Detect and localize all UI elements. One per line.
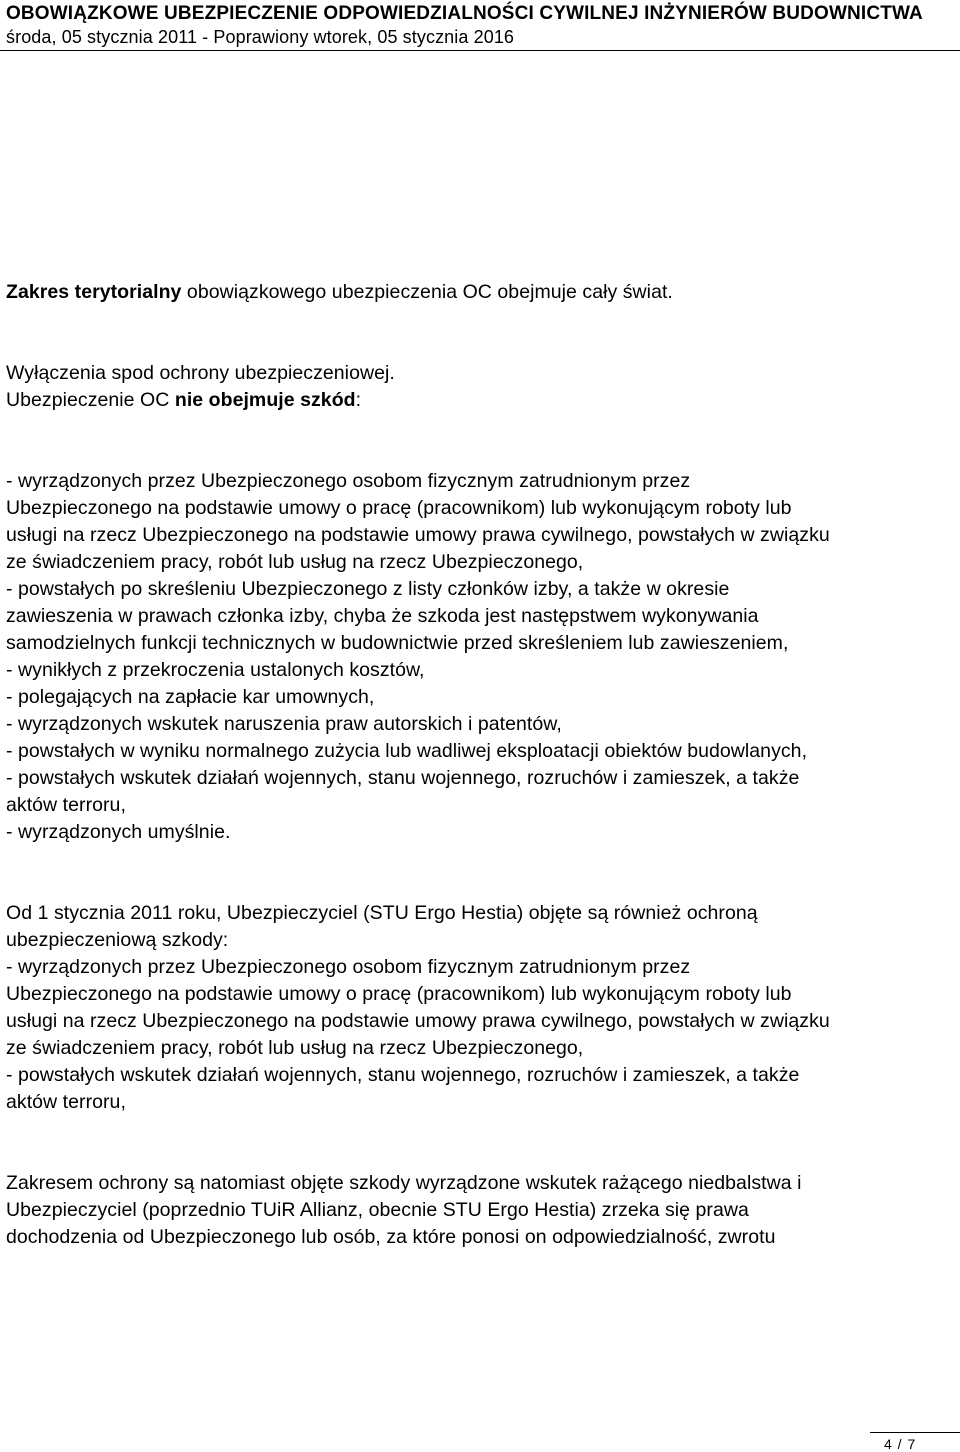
paragraph-spacer: [6, 306, 954, 360]
extended-coverage-line: - wyrządzonych przez Ubezpieczonego osobom fizycznym zatrudnionym przez: [6, 956, 691, 978]
territorial-scope-text: obowiązkowego ubezpieczenia OC obejmuje cały świat.: [181, 281, 673, 303]
gross-negligence-line: dochodzenia od Ubezpieczonego lub osób, za które ponosi on odpowiedzialność, zwrotu: [6, 1226, 776, 1248]
extended-coverage-line: Od 1 stycznia 2011 roku, Ubezpieczyciel (STU Ergo Hestia) objęte są również ochroną: [6, 902, 758, 924]
exclusion-line: - powstałych wskutek działań wojennych, stanu wojennego, rozruchów i zamieszek, a także: [6, 767, 800, 789]
exclusion-line: - powstałych po skreśleniu Ubezpieczonego z listy członków izby, a także w okresie: [6, 578, 730, 600]
exclusion-line: - wyrządzonych wskutek naruszenia praw autorskich i patentów,: [6, 713, 562, 735]
header-divider: [0, 50, 960, 51]
extended-coverage-line: ubezpieczeniową szkody:: [6, 929, 229, 951]
extended-coverage-paragraph: [6, 900, 954, 1116]
gross-negligence-line: Ubezpieczyciel (poprzednio TUiR Allianz, obecnie STU Ergo Hestia) zrzeka się prawa: [6, 1199, 749, 1221]
document-body: [6, 279, 954, 1251]
paragraph-spacer: [6, 1116, 954, 1170]
exclusions-list: [6, 468, 954, 846]
document-dates: środa, 05 stycznia 2011 - Poprawiony wtorek, 05 stycznia 2016: [6, 27, 515, 47]
exclusions-intro-prefix: Ubezpieczenie OC: [6, 389, 175, 411]
exclusion-line: samodzielnych funkcji technicznych w budownictwie przed skreśleniem lub zawieszeniem,: [6, 632, 789, 654]
exclusion-line: Ubezpieczonego na podstawie umowy o pracę (pracownikom) lub wykonującym roboty lub: [6, 497, 792, 519]
exclusions-intro-bold: nie obejmuje szkód: [174, 389, 356, 411]
territorial-scope-heading: Zakres terytorialny: [6, 281, 182, 303]
footer-divider: [870, 1432, 960, 1433]
page-header: [6, 2, 954, 48]
gross-negligence-line: Zakresem ochrony są natomiast objęte szkody wyrządzone wskutek rażącego niedbalstwa i: [6, 1172, 802, 1194]
territorial-scope-paragraph: [6, 279, 954, 306]
extended-coverage-line: - powstałych wskutek działań wojennych, stanu wojennego, rozruchów i zamieszek, a także: [6, 1064, 800, 1086]
exclusion-line: aktów terroru,: [6, 794, 126, 816]
exclusion-line: - wynikłych z przekroczenia ustalonych kosztów,: [6, 659, 425, 681]
page-number: 4 / 7: [884, 1436, 917, 1452]
exclusions-intro-suffix: :: [355, 389, 362, 411]
exclusion-line: - wyrządzonych umyślnie.: [6, 821, 231, 843]
extended-coverage-line: usługi na rzecz Ubezpieczonego na podstawie umowy prawa cywilnego, powstałych w związku: [6, 1010, 830, 1032]
exclusions-intro: [6, 387, 954, 414]
extended-coverage-line: aktów terroru,: [6, 1091, 126, 1113]
exclusions-heading: Wyłączenia spod ochrony ubezpieczeniowej.: [6, 362, 395, 384]
document-title: OBOWIĄZKOWE UBEZPIECZENIE ODPOWIEDZIALNOŚCI CYWILNEJ INŻYNIERÓW BUDOWNICTWA: [6, 3, 923, 24]
exclusion-line: - polegających na zapłacie kar umownych,: [6, 686, 375, 708]
paragraph-spacer: [6, 414, 954, 468]
gross-negligence-paragraph: [6, 1170, 954, 1251]
extended-coverage-line: ze świadczeniem pracy, robót lub usług na rzecz Ubezpieczonego,: [6, 1037, 584, 1059]
exclusion-line: zawieszenia w prawach członka izby, chyba że szkoda jest następstwem wykonywania: [6, 605, 759, 627]
paragraph-spacer: [6, 846, 954, 900]
extended-coverage-line: Ubezpieczonego na podstawie umowy o pracę (pracownikom) lub wykonującym roboty lub: [6, 983, 792, 1005]
exclusion-line: - powstałych w wyniku normalnego zużycia lub wadliwej eksploatacji obiektów budowlanych,: [6, 740, 808, 762]
exclusion-line: ze świadczeniem pracy, robót lub usług na rzecz Ubezpieczonego,: [6, 551, 584, 573]
exclusion-line: - wyrządzonych przez Ubezpieczonego osobom fizycznym zatrudnionym przez: [6, 470, 691, 492]
exclusion-line: usługi na rzecz Ubezpieczonego na podstawie umowy prawa cywilnego, powstałych w związku: [6, 524, 830, 546]
